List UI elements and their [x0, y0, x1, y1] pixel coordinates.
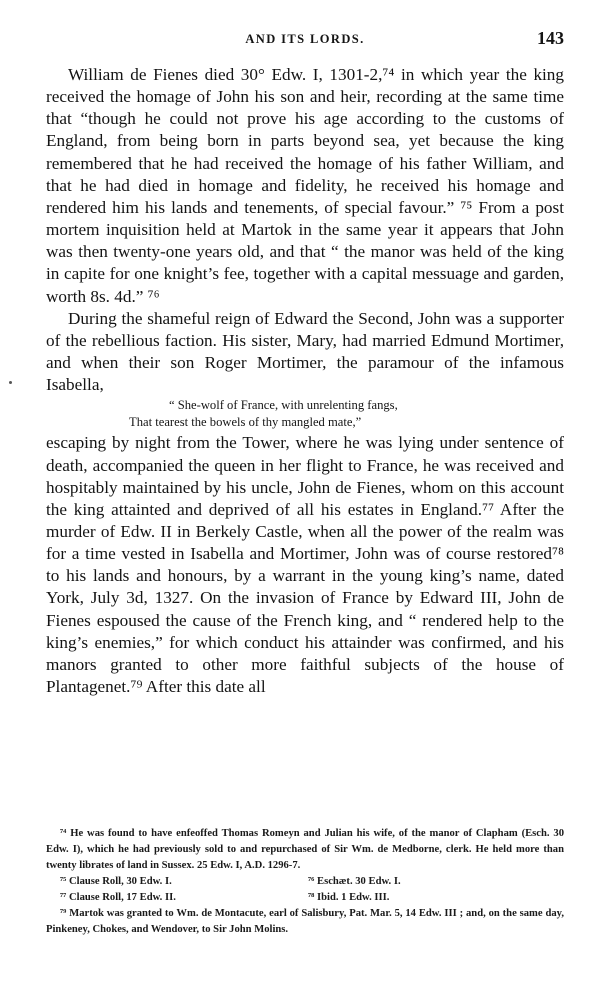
verse-quotation: [46, 397, 564, 431]
footnote-row: [46, 890, 564, 906]
footnote-78: ⁷⁸ Ibid. 1 Edw. III.: [308, 892, 390, 903]
paragraph-2: During the shameful reign of Edward the Second, John was a supporter of the rebellious faction. His sister, Mary, had married Edmund Mortimer, and when their son Roger Mortimer, the paramour of the infamous Isabella,: [46, 308, 564, 395]
verse-line-2: That tearest the bowels of thy mangled mate,”: [129, 415, 362, 430]
footnotes: [46, 826, 564, 938]
running-head: AND ITS LORDS.: [245, 32, 365, 46]
main-text: [46, 64, 564, 698]
footnote-79: ⁷⁹ Martok was granted to Wm. de Montacute, earl of Salisbury, Pat. Mar. 5, 14 Edw. III ; and, on the same day, Pinkeney, Chokes, and Wendover, to Sir John Molins.: [46, 908, 564, 935]
footnote-76: ⁷⁶ Eschæt. 30 Edw. I.: [308, 876, 401, 887]
footnote-74: ⁷⁴ He was found to have enfeoffed Thomas Romeyn and Julian his wife, of the manor of Clapham (Esch. 30 Edw. I), which he had previously sold to and repurchased of Sir Wm. de Medborne, clerk. He held more than twenty librates of land in Sussex. 25 Edw. I, A.D. 1296-7.: [46, 828, 564, 871]
footnote-77: ⁷⁷ Clause Roll, 17 Edw. II.: [60, 892, 176, 903]
margin-mark: [9, 381, 12, 384]
footnote-row: [46, 874, 564, 890]
page-header: [46, 28, 564, 52]
page-number: 143: [537, 28, 564, 48]
paragraph-1: William de Fienes died 30° Edw. I, 1301-2,⁷⁴ in which year the king received the homage of John his son and heir, recording at the same time that “though he could not prove his age according to the customs of England, from being born in parts beyond sea, yet because the king remembered that he had received the homage of his father William, and that he had died in homage and fidelity, he received his homage and rendered him his lands and tenements, of special favour.” ⁷⁵ From a post mortem inquisition held at Martok in the same year it appears that John was then twenty-one years old, and that “ the manor was held of the king in capite for one knight’s fee, together with a capital messuage and garden, worth 8s. 4d.” ⁷⁶: [46, 65, 564, 306]
paragraph-3: escaping by night from the Tower, where he was lying under sentence of death, accompanied the queen in her flight to France, he was received and hospitably maintained by his uncle, John de Fienes, whom on this account the king attainted and deprived of all his estates in England.⁷⁷ After the murder of Edw. II in Berkely Castle, when all the power of the realm was for a time vested in Isabella and Mortimer, John was of course restored⁷⁸ to his lands and honours, by a warrant in the young king’s name, dated York, July 3d, 1327. On the invasion of France by Edward III, John de Fienes espoused the cause of the French king, and “ rendered help to the king’s enemies,” for which conduct his attainder was confirmed, and his manors granted to other more faithful subjects of the house of Plantagenet.⁷⁹ After this date all: [46, 433, 564, 697]
footnote-75: ⁷⁵ Clause Roll, 30 Edw. I.: [60, 876, 172, 887]
verse-line-1: “ She-wolf of France, with unrelenting fangs,: [169, 398, 398, 413]
